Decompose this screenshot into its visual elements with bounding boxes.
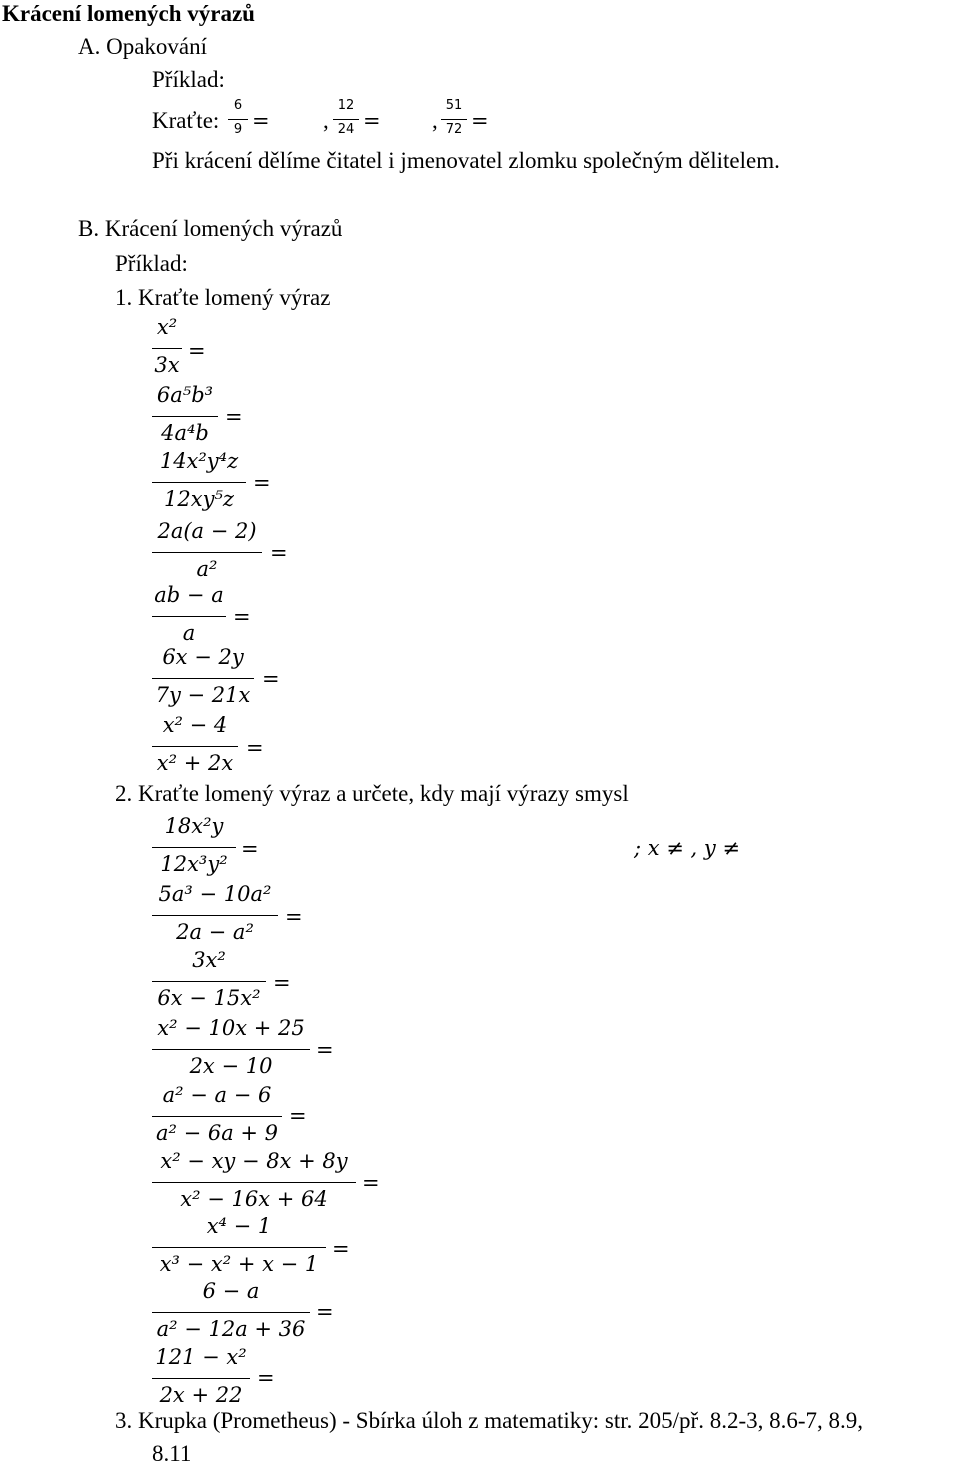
numerator: x⁴ − 1 xyxy=(206,1214,272,1238)
numerator: 6 − a xyxy=(202,1279,260,1303)
equals-sign: = xyxy=(363,109,381,133)
numerator: 3x² xyxy=(192,948,226,972)
numerator: a² − a − 6 xyxy=(162,1083,272,1107)
denominator: a² − 12a + 36 xyxy=(156,1317,306,1341)
task2-fraction-3 xyxy=(152,948,266,1008)
denominator: x² − 16x + 64 xyxy=(180,1187,328,1211)
section-a-example-label: Příklad: xyxy=(152,67,225,92)
equals-sign: = xyxy=(253,471,271,495)
equals-sign: = xyxy=(270,541,288,565)
equals-sign: = xyxy=(241,837,259,861)
task1-fraction-7 xyxy=(152,713,238,773)
fraction-bar xyxy=(152,1049,310,1050)
task-2-label: 2. Kraťte lomený výraz a určete, kdy mají výrazy smysl xyxy=(115,781,629,806)
denominator: 2x − 10 xyxy=(189,1054,273,1078)
numerator: x² − 4 xyxy=(162,713,228,737)
numerator: x² xyxy=(156,315,178,339)
task2-fraction-8 xyxy=(152,1279,310,1339)
page-title: Krácení lomených výrazů xyxy=(2,1,255,26)
task1-fraction-1 xyxy=(152,315,182,375)
equals-sign: = xyxy=(252,109,270,133)
task-1-label: 1. Kraťte lomený výraz xyxy=(115,285,331,310)
task2-fraction-5 xyxy=(152,1083,282,1143)
fraction-bar xyxy=(152,847,236,848)
task1-fraction-3 xyxy=(152,449,246,509)
denominator: 6x − 15x² xyxy=(157,986,261,1010)
denominator: a² − 6a + 9 xyxy=(155,1121,279,1145)
task2-fraction-9 xyxy=(152,1345,250,1405)
equals-sign: = xyxy=(262,667,280,691)
equals-sign: = xyxy=(289,1104,307,1128)
denominator: a² xyxy=(196,557,218,581)
fraction-bar xyxy=(152,1182,356,1183)
fraction-bar xyxy=(152,616,226,617)
denominator: 3x xyxy=(154,353,180,377)
fraction-bar xyxy=(152,1312,310,1313)
task1-fraction-2 xyxy=(152,383,218,443)
equals-sign: = xyxy=(471,109,489,133)
denominator: 72 xyxy=(445,122,463,137)
fraction-bar xyxy=(152,1116,282,1117)
numerator: 6x − 2y xyxy=(162,645,244,669)
numerator: 121 − x² xyxy=(155,1345,247,1369)
denominator: 2a − a² xyxy=(176,920,254,944)
comma: , xyxy=(432,108,438,133)
task2-fraction-4 xyxy=(152,1016,310,1076)
section-b-heading: B. Krácení lomených výrazů xyxy=(78,216,343,241)
denominator: 12xy⁵z xyxy=(164,487,234,511)
section-a-heading: A. Opakování xyxy=(78,34,208,59)
denominator: 2x + 22 xyxy=(159,1383,243,1407)
fraction-bar xyxy=(152,348,182,349)
fraction-bar xyxy=(228,119,248,120)
equals-sign: = xyxy=(225,405,243,429)
numerator: x² − xy − 8x + 8y xyxy=(160,1149,348,1173)
fraction-bar xyxy=(152,678,254,679)
equals-sign: = xyxy=(285,905,303,929)
task1-fraction-5 xyxy=(152,583,226,643)
equals-sign: = xyxy=(316,1300,334,1324)
task1-fraction-6 xyxy=(152,645,254,705)
equals-sign: = xyxy=(246,736,264,760)
fraction-a-2 xyxy=(333,98,359,142)
denominator: 12x³y² xyxy=(160,852,228,876)
comma: , xyxy=(323,108,329,133)
fraction-a-1 xyxy=(228,98,248,142)
fraction-bar xyxy=(441,119,467,120)
denominator: x³ − x² + x − 1 xyxy=(159,1252,319,1276)
numerator: 2a(a − 2) xyxy=(157,519,257,543)
fraction-a-3 xyxy=(441,98,467,142)
denominator: 9 xyxy=(233,122,243,137)
numerator: 14x²y⁴z xyxy=(159,449,239,473)
numerator: 18x²y xyxy=(164,814,224,838)
fraction-bar xyxy=(152,981,266,982)
numerator: ab − a xyxy=(154,583,224,607)
fraction-bar xyxy=(152,1247,326,1248)
fraction-bar xyxy=(152,915,278,916)
task2-fraction-6 xyxy=(152,1149,356,1209)
task2-fraction-1 xyxy=(152,814,236,874)
task2-fraction-2 xyxy=(152,882,278,942)
task-3-label: 3. Krupka (Prometheus) - Sbírka úloh z matematiky: str. 205/př. 8.2-3, 8.6-7, 8.9, xyxy=(115,1408,864,1433)
task1-fraction-4 xyxy=(152,519,262,579)
denominator: 7y − 21x xyxy=(155,683,251,707)
numerator: 12 xyxy=(337,98,355,113)
task-3-label-continued: 8.11 xyxy=(152,1441,192,1466)
numerator: 5a³ − 10a² xyxy=(158,882,272,906)
equals-sign: = xyxy=(273,971,291,995)
fraction-bar xyxy=(152,552,262,553)
equals-sign: = xyxy=(316,1038,334,1062)
fraction-bar xyxy=(333,119,359,120)
numerator: 6a⁵b³ xyxy=(156,383,214,407)
definition-condition: ; x ≠ , y ≠ xyxy=(634,836,741,860)
denominator: 4a⁴b xyxy=(161,421,209,445)
numerator: 6 xyxy=(233,98,243,113)
fraction-bar xyxy=(152,1378,250,1379)
section-a-task-label: Kraťte: xyxy=(152,108,220,133)
numerator: x² − 10x + 25 xyxy=(157,1016,305,1040)
fraction-bar xyxy=(152,746,238,747)
denominator: x² + 2x xyxy=(156,751,234,775)
fraction-bar xyxy=(152,416,218,417)
denominator: 24 xyxy=(337,122,355,137)
equals-sign: = xyxy=(257,1366,275,1390)
numerator: 51 xyxy=(445,98,463,113)
section-a-rule: Při krácení dělíme čitatel i jmenovatel zlomku společným dělitelem. xyxy=(152,148,780,173)
denominator: a xyxy=(182,621,196,645)
equals-sign: = xyxy=(362,1171,380,1195)
section-b-example-label: Příklad: xyxy=(115,251,188,276)
fraction-bar xyxy=(152,482,246,483)
equals-sign: = xyxy=(188,339,206,363)
task2-fraction-7 xyxy=(152,1214,326,1274)
equals-sign: = xyxy=(332,1237,350,1261)
equals-sign: = xyxy=(233,605,251,629)
